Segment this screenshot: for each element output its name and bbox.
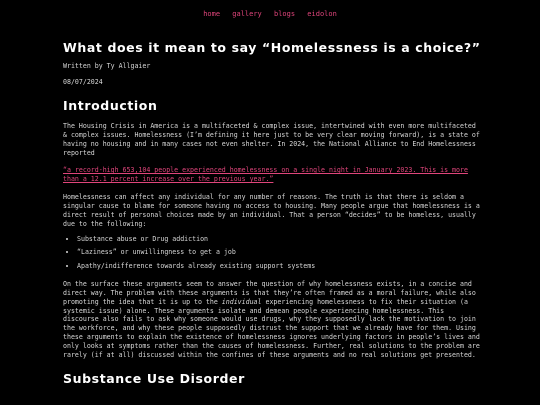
section-heading-introduction: Introduction: [63, 97, 158, 113]
article-date: 08/07/2024: [63, 77, 103, 86]
statistic-quote-link[interactable]: “a record-high 653,104 people experienced homelessness on a single night in January 2023. This is more than a 12.1 percent increase over the previous year.”: [63, 166, 468, 184]
intro-paragraph-2: Homelessness can affect any individual for any number of reasons. The truth is that there is seldom a singular cause to blame for someone having no access to housing. Many people argue that homelessness is a direct result of personal choices made by an individual. That a person “decides” to be homeless, usually due to the following:: [63, 193, 480, 228]
article: [63, 40, 481, 386]
article-title: What does it mean to say “Homelessness is a choice?”: [63, 40, 481, 55]
list-item: • Substance abuse or Drug addiction: [77, 235, 481, 244]
intro-paragraph-3: [63, 280, 481, 360]
list-item: • Apathy/indifference towards already existing support systems: [77, 262, 481, 271]
article-author: Written by Ty Allgaier: [63, 62, 151, 70]
reasons-list: [63, 235, 481, 271]
paragraph-text: On the surface these arguments seem to answer the question of why homelessness exists, in a concise and direct way. The problem with these arguments is that they’re often framed as a moral failure, while also promoting the idea that it is up to the: [63, 279, 476, 306]
intro-paragraph-1: The Housing Crisis in America is a multifaceted & complex issue, intertwined with even more multifaceted & complex issues. Homelessness (I’m defining it here just to be very clear moving forward), is a state of having no housing and in many cases not even shelter. In 2024, the National Alliance to End Homelessness reported: [63, 121, 480, 157]
list-item: • “Laziness” or unwillingness to get a job: [77, 248, 481, 257]
nav-link-home[interactable]: home: [203, 10, 221, 18]
nav-link-eidolon[interactable]: eidolon: [307, 10, 337, 18]
section-heading-substance-use: Substance Use Disorder: [63, 370, 245, 386]
nav-link-blogs[interactable]: blogs: [274, 10, 296, 18]
emphasis-individual: individual: [221, 297, 262, 306]
nav-link-gallery[interactable]: gallery: [232, 10, 262, 18]
paragraph-text: experiencing homelessness to fix their situation (a systemic issue) alone. These arguments isolate and demean people experiencing homelessness. This discourse also fails to ask why someone would use drugs, why they supposedly lack the motivation to join the workforce, and why these people supposedly distrust the support that we already have for them. Using these arguments to explain the existence of homelessness ignores underlying factors in people’s lives and only looks at symptoms rather than the causes of homelessness. Further, real solutions to the problem are rarely (if at all) discussed within the confines of these arguments and no real solutions get presented.: [63, 297, 480, 360]
top-nav: [0, 10, 540, 19]
